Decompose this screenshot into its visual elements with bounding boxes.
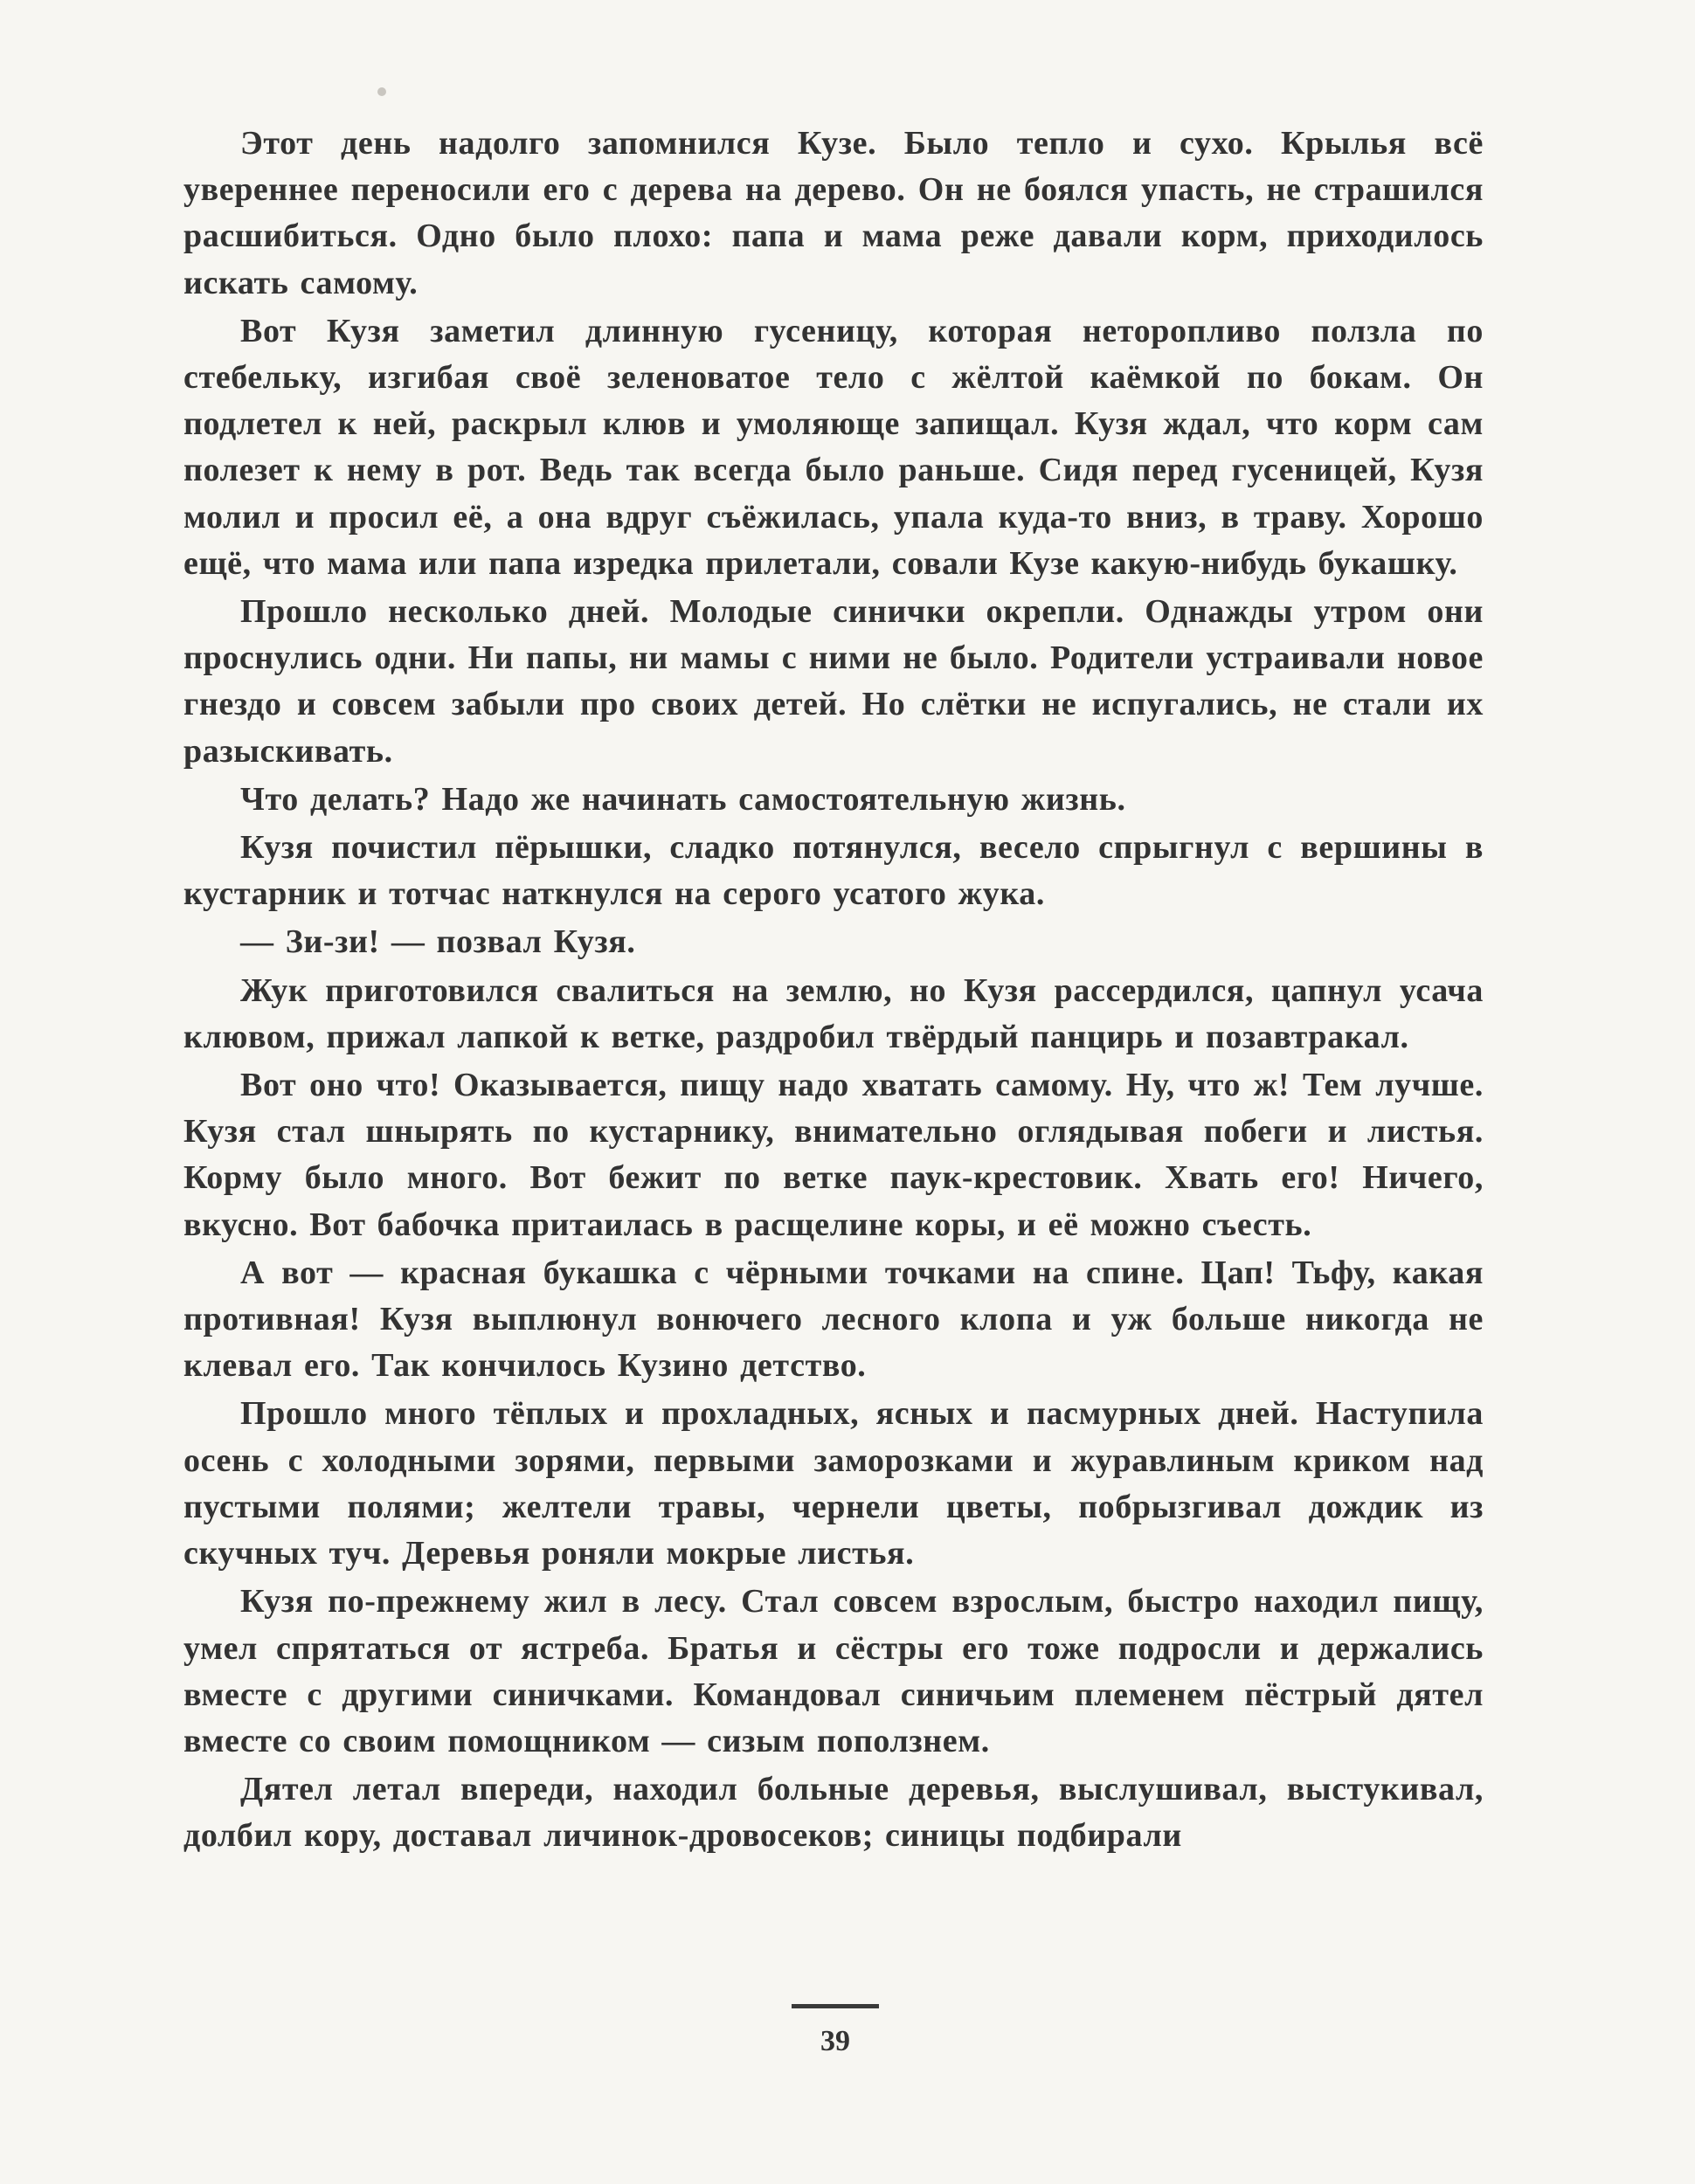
paragraph-11: Кузя по-прежнему жил в лесу. Стал совсем взрослым, быстро находил пищу, умел спрятаться от ястреба. Братья и сёстры его тоже подросли и держались вместе с другими синичками. Командовал синичьим племенем пёстрый дятел вместе со своим помощником — сизым поползнем. — [183, 1583, 1484, 1759]
paragraph-3: Прошло несколько дней. Молодые синички окрепли. Однажды утром они проснулись одни. Ни папы, ни мамы с ними не было. Родители устраивали новое гнездо и совсем забыли про своих детей. Но слётки не испугались, не стали их разыскивать. — [183, 593, 1484, 770]
paragraph-10: Прошло много тёплых и прохладных, ясных и пасмурных дней. Наступила осень с холодными зорями, первыми заморозками и журавлиным криком над пустыми полями; желтели травы, чернели цветы, побрызгивал дождик из скучных туч. Деревья роняли мокрые листья. — [183, 1395, 1484, 1572]
paragraph-5: Кузя почистил пёрышки, сладко потянулся, весело спрыгнул с вершины в кустарник и тотчас наткнулся на серого усатого жука. — [183, 829, 1484, 913]
page-number-rule — [792, 2004, 879, 2008]
body-text — [183, 121, 1484, 1862]
paragraph-8: Вот оно что! Оказывается, пищу надо хватать самому. Ну, что ж! Тем лучше. Кузя стал шнырять по кустарнику, внимательно оглядывая побеги и листья. Корму было много. Вот бежит по ветке паук-крестовик. Хвать его! Ничего, вкусно. Вот бабочка притаилась в расщелине коры, и её можно съесть. — [183, 1067, 1484, 1243]
paragraph-7: Жук приготовился свалиться на землю, но Кузя рассердился, цапнул усача клювом, прижал лапкой к ветке, раздробил твёрдый панцирь и позавтракал. — [183, 971, 1484, 1055]
paragraph-4: Что делать? Надо же начинать самостоятельную жизнь. — [240, 780, 1126, 818]
page-number: 39 — [820, 2025, 850, 2057]
paragraph-1: Этот день надолго запомнился Кузе. Было тепло и сухо. Крылья всё увереннее переносили его с дерева на дерево. Он не боялся упасть, не страшился расшибиться. Одно было плохо: папа и мама реже давали корм, приходилось искать самому. — [183, 125, 1484, 301]
paragraph-12: Дятел летал впереди, находил больные деревья, выслушивал, выстукивал, долбил кору, доставал личинок-дровосеков; синицы подбирали — [183, 1771, 1484, 1855]
paragraph-2: Вот Кузя заметил длинную гусеницу, которая неторопливо ползла по стебельку, изгибая своё зеленоватое тело с жёлтой каёмкой по бокам. Он подлетел к ней, раскрыл клюв и умоляюще запищал. Кузя ждал, что корм сам полезет к нему в рот. Ведь так всегда было раньше. Сидя перед гусеницей, Кузя молил и просил её, а она вдруг съёжилась, упала куда-то вниз, в траву. Хорошо ещё, что мама или папа изредка прилетали, совали Кузе какую-нибудь букашку. — [183, 312, 1484, 582]
paragraph-6: — Зи-зи! — позвал Кузя. — [240, 923, 636, 961]
paper-speck — [377, 87, 386, 96]
paragraph-9: А вот — красная букашка с чёрными точками на спине. Цап! Тьфу, какая противная! Кузя выплюнул вонючего лесного клопа и уж больше никогда не клевал его. Так кончилось Кузино детство. — [183, 1254, 1484, 1385]
